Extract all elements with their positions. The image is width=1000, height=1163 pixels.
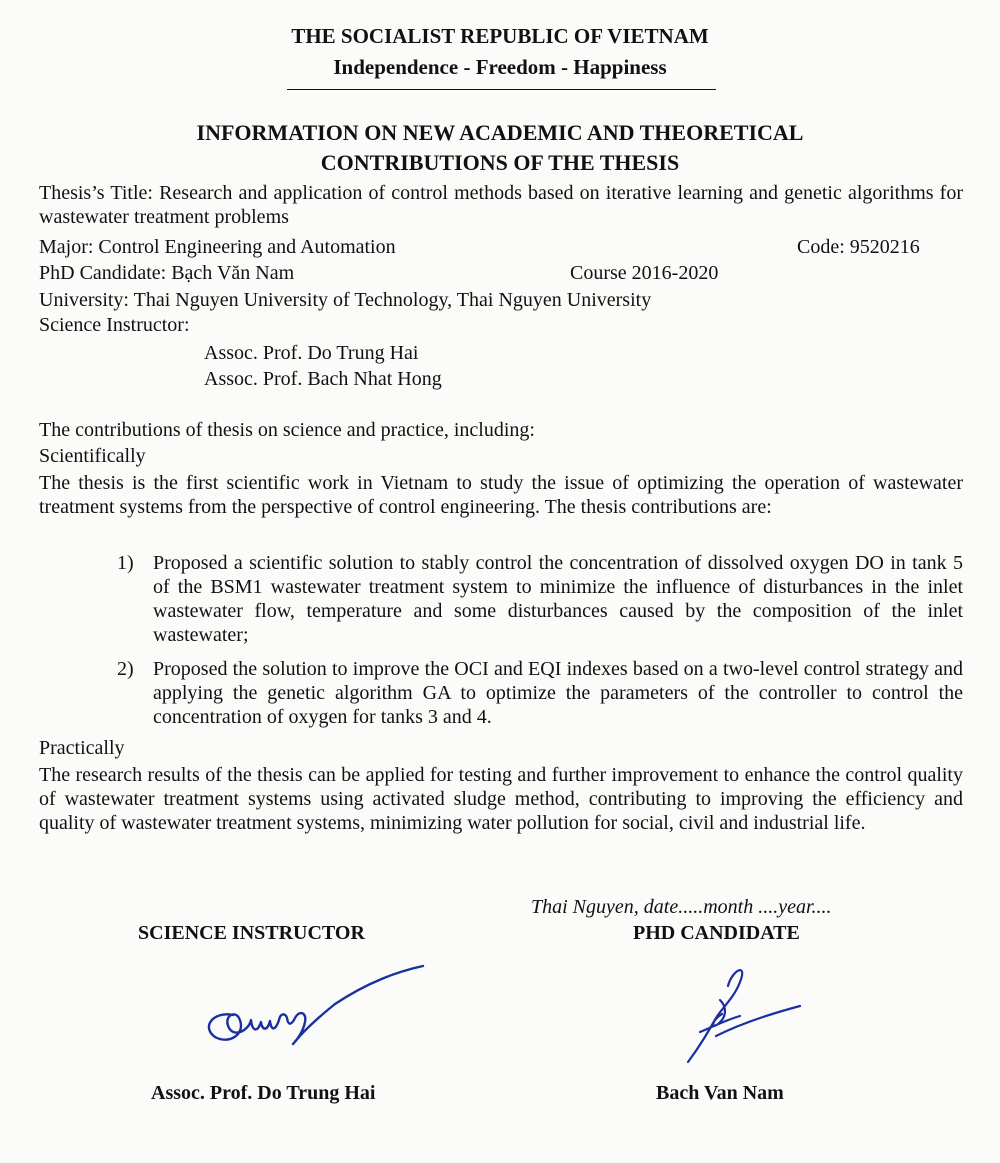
instructor-1: Assoc. Prof. Do Trung Hai <box>204 342 419 364</box>
course: Course 2016-2020 <box>570 262 719 284</box>
phd-candidate: PhD Candidate: Bạch Văn Nam <box>39 262 295 284</box>
major-code: Code: 9520216 <box>797 236 920 258</box>
list-item-number: 1) <box>117 552 134 574</box>
candidate-role: PHD CANDIDATE <box>633 922 800 944</box>
contributions-intro: The contributions of thesis on science and practice, including: <box>39 419 535 441</box>
header-underline <box>287 89 716 90</box>
university: University: Thai Nguyen University of Technology, Thai Nguyen University <box>39 289 652 311</box>
list-item-number: 2) <box>117 658 134 680</box>
title-line-2: CONTRIBUTIONS OF THE THESIS <box>320 150 680 175</box>
instructor-signature <box>195 958 435 1058</box>
instructor-name: Assoc. Prof. Do Trung Hai <box>151 1082 376 1104</box>
place-date: Thai Nguyen, date.....month ....year.... <box>531 896 832 918</box>
scientific-paragraph: The thesis is the first scientific work in Vietnam to study the issue of optimizing the operation of wastewater treatment systems from the perspective of control engineering. The thesis contributions are: <box>39 472 963 518</box>
candidate-signature <box>670 960 820 1070</box>
national-motto: Independence - Freedom - Happiness <box>333 55 667 79</box>
thesis-title: Thesis’s Title: Research and application of control methods based on iterative learning and genetic algorithms for wastewater treatment problems <box>39 182 963 228</box>
practical-paragraph: The research results of the thesis can be applied for testing and further improvement to enhance the control quality of wastewater treatment systems using activated sludge method, contributing to improving the efficiency and quality of wastewater treatment systems, minimizing water pollution for social, civil and industrial life. <box>39 764 963 834</box>
contribution-item-1: Proposed a scientific solution to stably control the concentration of dissolved oxygen DO in tank 5 of the BSM1 wastewater treatment system to minimize the influence of disturbances in the inlet wastewater flow, temperature and some disturbances caused by the composition of the inlet wastewater; <box>153 552 963 646</box>
major: Major: Control Engineering and Automation <box>39 236 396 258</box>
instructor-role: SCIENCE INSTRUCTOR <box>138 922 365 944</box>
instructor-label: Science Instructor: <box>39 314 190 336</box>
scientific-heading: Scientifically <box>39 445 146 467</box>
instructor-2: Assoc. Prof. Bach Nhat Hong <box>204 368 442 390</box>
country-name: THE SOCIALIST REPUBLIC OF VIETNAM <box>291 24 709 48</box>
title-line-1: INFORMATION ON NEW ACADEMIC AND THEORETICAL <box>196 120 804 145</box>
contribution-item-2: Proposed the solution to improve the OCI and EQI indexes based on a two-level control strategy and applying the genetic algorithm GA to optimize the parameters of the controller to control the concentration of oxygen for tanks 3 and 4. <box>153 658 963 728</box>
practical-heading: Practically <box>39 737 125 759</box>
candidate-name: Bach Van Nam <box>656 1082 784 1104</box>
